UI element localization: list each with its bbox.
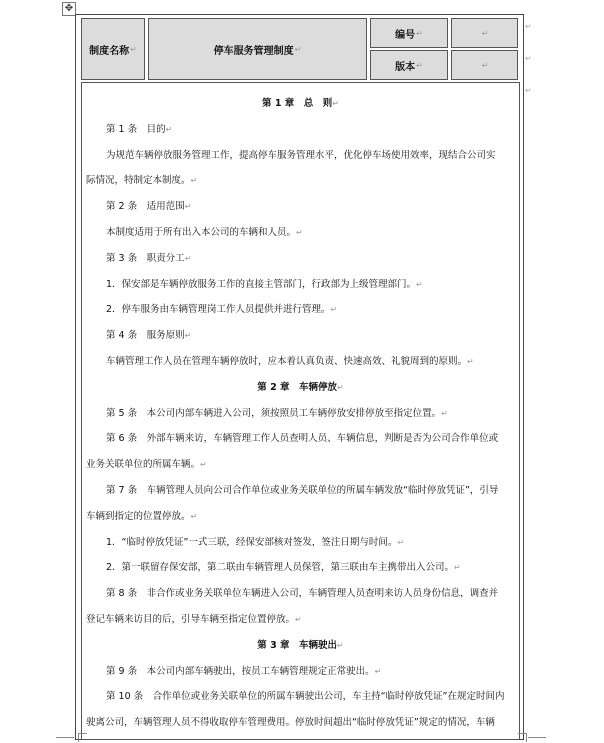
body-line — [86, 168, 515, 194]
body-line — [86, 478, 515, 504]
paragraph-mark-icon: ↵ — [337, 640, 344, 650]
header-number-value-cell[interactable] — [451, 18, 518, 48]
body-line — [86, 323, 515, 349]
paragraph-mark-icon: ↵ — [184, 331, 192, 341]
header-number-label-cell — [370, 18, 448, 48]
body-line — [86, 581, 515, 607]
header-name-label-cell — [81, 18, 145, 80]
chapter-heading — [86, 91, 515, 117]
body-line-text: 第 1 条 目的 — [106, 123, 166, 135]
body-line — [86, 452, 515, 478]
paragraph-mark-icon: ↵ — [190, 176, 198, 186]
row-end-mark-icon: ↵ — [525, 54, 532, 63]
body-line — [86, 426, 515, 452]
body-line — [86, 349, 515, 375]
paragraph-mark-icon: ↵ — [481, 60, 489, 70]
paragraph-mark-icon: ↵ — [184, 253, 192, 263]
paragraph-mark-icon: ↵ — [337, 382, 344, 392]
body-line-text: 登记车辆来访目的后，引导车辆至指定位置停放。 — [86, 613, 296, 625]
body-line-text: 第 10 条 合作单位或业务关联单位的所属车辆驶出公司，车主持“临时停放凭证”在规定时间内 — [106, 691, 505, 703]
body-line-text: 车辆管理工作人员在管理车辆停放时，应本着认真负责、快速高效、礼貌周到的原则。 — [106, 355, 468, 367]
body-line-text: 2．停车服务由车辆管理岗工作人员提供并进行管理。 — [106, 304, 331, 316]
body-line — [86, 607, 515, 633]
body-line — [86, 220, 515, 246]
body-line-text: 本制度适用于所有出入本公司的车辆和人员。 — [106, 226, 297, 238]
document-body[interactable] — [81, 82, 520, 740]
body-line-text: 第 7 条 车辆管理人员向公司合作单位或业务关联单位的所属车辆发放“临时停放凭证”，引导 — [106, 484, 499, 496]
body-line-text: 驶离公司，车辆管理人员不得收取停车管理费用。停放时间超出“临时停放凭证”规定的情况，车辆 — [86, 717, 495, 729]
table-move-handle-icon[interactable]: ✥ — [62, 2, 76, 16]
body-line — [86, 246, 515, 272]
body-line — [86, 504, 515, 530]
body-line — [86, 401, 515, 427]
header-version-value-cell[interactable] — [451, 50, 518, 80]
paragraph-mark-icon: ↵ — [330, 305, 338, 315]
paragraph-mark-icon: ↵ — [184, 202, 192, 212]
body-line-text: 第 1 章 总 则 — [262, 98, 333, 109]
body-line-text: 第 3 条 职责分工 — [106, 252, 185, 264]
body-line-text: 第 5 条 本公司内部车辆进入公司，须按照员工车辆停放安排停放至指定位置。 — [106, 407, 442, 419]
paragraph-mark-icon: ↵ — [467, 356, 474, 366]
paragraph-mark-icon: ↵ — [481, 28, 489, 38]
chapter-heading — [86, 633, 515, 659]
row-end-mark-icon: ↵ — [525, 86, 532, 95]
page-corner-mark — [78, 733, 87, 742]
body-line — [86, 117, 515, 143]
body-line-text: 1．“临时停放凭证”一式三联，经保安部核对签发，签注日期与时间。 — [106, 536, 398, 548]
body-line — [86, 143, 515, 169]
document-title: 停车服务管理制度 — [213, 45, 294, 57]
body-line-text: 第 9 条 本公司内部车辆驶出，按员工车辆管理规定正常驶出。 — [106, 665, 375, 677]
paragraph-mark-icon: ↵ — [130, 44, 137, 54]
body-line-text: 第 8 条 非合作或业务关联单位车辆进入公司，车辆管理人员查明来访人员身份信息，调查并 — [106, 588, 499, 600]
paragraph-mark-icon: ↵ — [441, 408, 448, 418]
body-line-text: 为规范车辆停放服务管理工作，提高停车服务管理水平，优化停车场使用效率，现结合公司实 — [106, 149, 496, 161]
header-number-label: 编号 — [395, 29, 416, 41]
paragraph-mark-icon: ↵ — [200, 460, 207, 470]
page-corner-mark — [518, 733, 527, 742]
paragraph-mark-icon: ↵ — [454, 563, 461, 573]
row-end-mark-icon: ↵ — [525, 22, 532, 31]
body-line — [86, 194, 515, 220]
paragraph-mark-icon: ↵ — [397, 537, 405, 547]
header-name-label: 制度名称 — [89, 45, 130, 57]
body-line-text: 第 2 章 车辆停放 — [257, 381, 338, 393]
body-line — [86, 297, 515, 323]
body-line-text: 际情况，特制定本制度。 — [86, 175, 191, 187]
paragraph-mark-icon: ↵ — [332, 99, 339, 108]
body-line — [86, 710, 515, 736]
margin-tick — [56, 737, 74, 738]
header-version-label: 版本 — [395, 61, 416, 73]
paragraph-mark-icon: ↵ — [416, 279, 423, 289]
body-line — [86, 530, 515, 556]
body-line-text: 2．第一联留存保安部，第二联由车辆管理人员保管，第三联由车主携带出入公司。 — [106, 562, 455, 574]
paragraph-mark-icon: ↵ — [165, 124, 173, 134]
body-line — [86, 272, 515, 298]
paragraph-mark-icon: ↵ — [190, 511, 198, 521]
body-line-text: 1．保安部是车辆停放服务工作的直接主管部门，行政部为上级管理部门。 — [106, 278, 417, 290]
header-version-label-cell — [370, 50, 448, 80]
body-line-text: 第 4 条 服务原则 — [106, 330, 185, 342]
header-title-cell — [148, 18, 367, 80]
body-line — [86, 555, 515, 581]
paragraph-mark-icon: ↵ — [374, 666, 382, 676]
paragraph-mark-icon: ↵ — [416, 60, 423, 70]
body-line-text: 第 3 章 车辆驶出 — [257, 639, 338, 651]
body-line — [86, 684, 515, 710]
paragraph-mark-icon: ↵ — [416, 28, 423, 38]
margin-tick — [528, 737, 546, 738]
paragraph-mark-icon: ↵ — [296, 227, 303, 237]
paragraph-mark-icon: ↵ — [295, 614, 302, 624]
body-text — [86, 91, 515, 736]
chapter-heading — [86, 375, 515, 401]
body-line-text: 第 6 条 外部车辆来访，车辆管理工作人员查明人员、车辆信息，判断是否为公司合作单位或 — [106, 433, 499, 445]
body-line — [86, 659, 515, 685]
body-line-text: 第 2 条 适用范围 — [106, 201, 185, 213]
body-line-text: 业务关联单位的所属车辆。 — [86, 459, 201, 471]
paragraph-mark-icon: ↵ — [294, 44, 302, 54]
body-line-text: 车辆到指定的位置停放。 — [86, 510, 191, 522]
